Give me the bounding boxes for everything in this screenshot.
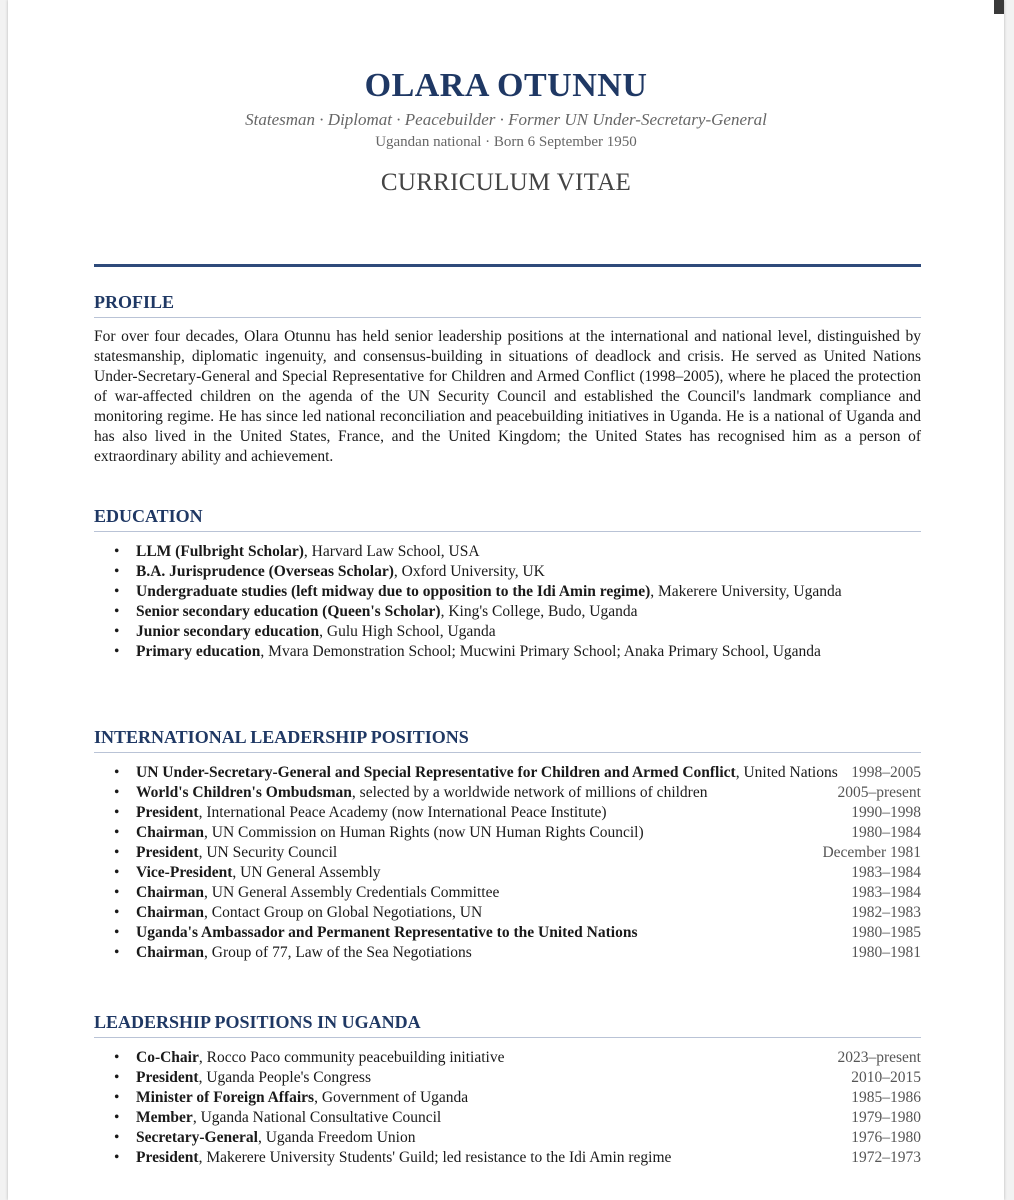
- entry-date: December 1981: [822, 844, 921, 861]
- education-heading: EDUCATION: [94, 504, 921, 532]
- entry-detail: , Mvara Demonstration School; Mucwini Primary School; Anaka Primary School, Uganda: [260, 643, 821, 660]
- list-item: [94, 582, 921, 602]
- entry-title: LLM (Fulbright Scholar): [136, 543, 304, 560]
- entry-detail: , UN General Assembly Credentials Committee: [204, 884, 500, 901]
- entry-date: 2010–2015: [851, 1069, 921, 1086]
- bullet-icon: •: [114, 1049, 120, 1066]
- entry-title: Chairman: [136, 884, 205, 901]
- entry-title: Primary education: [136, 643, 261, 660]
- entry-title: Senior secondary education (Queen's Scholar): [136, 603, 441, 620]
- entry-title: Minister of Foreign Affairs: [136, 1089, 315, 1106]
- entry-title: Chairman: [136, 824, 205, 841]
- bullet-icon: •: [114, 583, 120, 600]
- scroll-corner: [994, 0, 1004, 14]
- entry-title: Undergraduate studies (left midway due to opposition to the Idi Amin regime): [136, 583, 651, 600]
- list-item: [94, 823, 921, 843]
- entry-title: President: [136, 804, 199, 821]
- entry-title: President: [136, 844, 199, 861]
- person-name: OLARA OTUNNU: [364, 67, 648, 104]
- international-list: [94, 763, 921, 963]
- entry-detail: , United Nations: [735, 764, 838, 781]
- entry-title: President: [136, 1149, 199, 1166]
- list-item: [94, 1048, 921, 1068]
- entry-date: 1979–1980: [851, 1109, 921, 1126]
- list-item: [94, 843, 921, 863]
- list-item: [94, 763, 921, 783]
- list-item: [94, 883, 921, 903]
- bullet-icon: •: [114, 543, 120, 560]
- list-item: [94, 1068, 921, 1088]
- entry-detail: , International Peace Academy (now International Peace Institute): [198, 804, 607, 821]
- entry-title: Chairman: [136, 904, 205, 921]
- list-item: [94, 803, 921, 823]
- uganda-section: [94, 1010, 921, 1168]
- education-list: [94, 542, 921, 662]
- entry-detail: , UN Commission on Human Rights (now UN Human Rights Council): [204, 824, 644, 841]
- bullet-icon: •: [114, 563, 120, 580]
- list-item: [94, 783, 921, 803]
- bullet-icon: •: [114, 924, 120, 941]
- list-item: [94, 923, 921, 943]
- entry-date: 1983–1984: [851, 884, 921, 901]
- list-item: [94, 1088, 921, 1108]
- profile-section: [94, 290, 921, 467]
- entry-date: 1983–1984: [851, 864, 921, 881]
- entry-detail: , UN General Assembly: [232, 864, 381, 881]
- entry-detail: , Uganda People's Congress: [198, 1069, 371, 1086]
- bullet-icon: •: [114, 944, 120, 961]
- list-item: [94, 863, 921, 883]
- entry-date: 1990–1998: [851, 804, 921, 821]
- list-item: [94, 562, 921, 582]
- bullet-icon: •: [114, 884, 120, 901]
- entry-date: 2023–present: [837, 1049, 921, 1066]
- bullet-icon: •: [114, 1129, 120, 1146]
- entry-detail: , Uganda Freedom Union: [257, 1129, 416, 1146]
- bullet-icon: •: [114, 1109, 120, 1126]
- bullet-icon: •: [114, 623, 120, 640]
- entry-detail: , Group of 77, Law of the Sea Negotiations: [204, 944, 472, 961]
- nationality-line: Ugandan national · Born 6 September 1950: [375, 134, 637, 150]
- entry-title: Member: [136, 1109, 193, 1126]
- bullet-icon: •: [114, 1149, 120, 1166]
- list-item: [94, 1148, 921, 1168]
- entry-title: President: [136, 1069, 199, 1086]
- entry-date: 1972–1973: [851, 1149, 921, 1166]
- bullet-icon: •: [114, 784, 120, 801]
- entry-detail: , selected by a worldwide network of millions of children: [351, 784, 708, 801]
- list-item: [94, 542, 921, 562]
- international-heading: INTERNATIONAL LEADERSHIP POSITIONS: [94, 725, 921, 753]
- bullet-icon: •: [114, 864, 120, 881]
- entry-date: 1985–1986: [851, 1089, 921, 1106]
- entry-detail: , Gulu High School, Uganda: [319, 623, 496, 640]
- entry-title: Chairman: [136, 944, 205, 961]
- profile-heading: PROFILE: [94, 290, 921, 318]
- uganda-list: [94, 1048, 921, 1168]
- entry-detail: , Makerere University, Uganda: [650, 583, 842, 600]
- entry-date: 1980–1985: [851, 924, 921, 941]
- list-item: [94, 622, 921, 642]
- entry-date: 1980–1984: [851, 824, 921, 841]
- bullet-icon: •: [114, 643, 120, 660]
- entry-detail: , Government of Uganda: [314, 1089, 469, 1106]
- cv-header: [8, 64, 1004, 198]
- entry-title: World's Children's Ombudsman: [136, 784, 352, 801]
- entry-title: UN Under-Secretary-General and Special Representative for Children and Armed Conflict: [136, 764, 736, 781]
- bullet-icon: •: [114, 764, 120, 781]
- entry-detail: , Harvard Law School, USA: [303, 543, 480, 560]
- entry-title: Uganda's Ambassador and Permanent Representative to the United Nations: [136, 924, 638, 941]
- list-item: [94, 642, 921, 662]
- entry-detail: , Contact Group on Global Negotiations, UN: [204, 904, 483, 921]
- document-title: CURRICULUM VITAE: [380, 169, 632, 196]
- bullet-icon: •: [114, 1069, 120, 1086]
- entry-date: 1980–1981: [851, 944, 921, 961]
- entry-title: Junior secondary education: [136, 623, 320, 640]
- international-section: [94, 725, 921, 963]
- list-item: [94, 903, 921, 923]
- bullet-icon: •: [114, 904, 120, 921]
- entry-date: 1976–1980: [851, 1129, 921, 1146]
- list-item: [94, 943, 921, 963]
- entry-detail: , Uganda National Consultative Council: [192, 1109, 442, 1126]
- bullet-icon: •: [114, 824, 120, 841]
- entry-detail: , King's College, Budo, Uganda: [440, 603, 638, 620]
- entry-title: Vice-President: [136, 864, 233, 881]
- education-section: [94, 504, 921, 662]
- uganda-heading: LEADERSHIP POSITIONS IN UGANDA: [94, 1010, 921, 1038]
- bullet-icon: •: [114, 844, 120, 861]
- list-item: [94, 1108, 921, 1128]
- entry-detail: , UN Security Council: [198, 844, 338, 861]
- entry-title: B.A. Jurisprudence (Overseas Scholar): [136, 563, 394, 580]
- header-divider: [94, 264, 921, 267]
- entry-date: 2005–present: [837, 784, 921, 801]
- entry-title: Co-Chair: [136, 1049, 199, 1066]
- bullet-icon: •: [114, 1089, 120, 1106]
- list-item: [94, 602, 921, 622]
- bullet-icon: •: [114, 603, 120, 620]
- tagline: Statesman · Diplomat · Peacebuilder · Former UN Under-Secretary-General: [245, 110, 767, 129]
- entry-detail: , Makerere University Students' Guild; led resistance to the Idi Amin regime: [198, 1149, 672, 1166]
- bullet-icon: •: [114, 804, 120, 821]
- profile-text: For over four decades, Olara Otunnu has held senior leadership positions at the international and national level, distinguished by statesmanship, diplomatic ingenuity, and consensus-building in situations of deadlock and crisis. He served as United Nations Under-Secretary-General and Special Representative for Children and Armed Conflict (1998–2005), where he placed the protection of war-affected children on the agenda of the UN Security Council and established the Council's landmark compliance and monitoring regime. He has since led national reconciliation and peacebuilding initiatives in Uganda. He is a national of Uganda and has also lived in the United States, France, and the United Kingdom; the United States has recognised him as a person of extraordinary ability and achievement.: [94, 328, 921, 465]
- entry-date: 1982–1983: [851, 904, 921, 921]
- list-item: [94, 1128, 921, 1148]
- entry-detail: , Oxford University, UK: [393, 563, 545, 580]
- entry-date: 1998–2005: [851, 764, 921, 781]
- entry-detail: , Rocco Paco community peacebuilding initiative: [198, 1049, 505, 1066]
- cv-page: [8, 0, 1004, 1200]
- entry-title: Secretary-General: [136, 1129, 258, 1146]
